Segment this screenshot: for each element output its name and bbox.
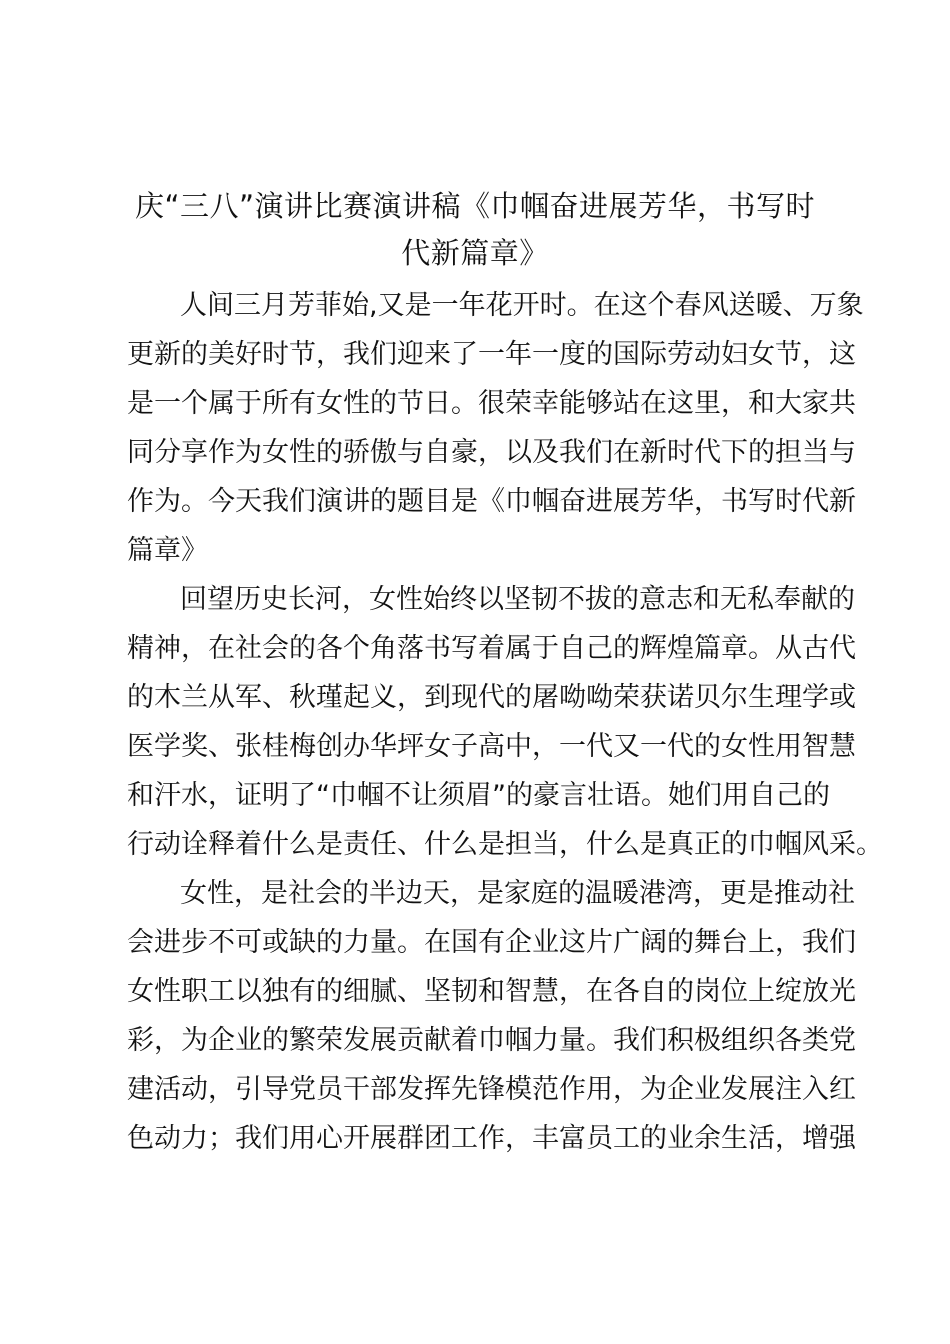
text-line: 色动力；我们用心开展群团工作，丰富员工的业余生活，增强 — [127, 1123, 856, 1154]
text-line: 作为。今天我们演讲的题目是《巾帼奋进展芳华，书写时代新 — [127, 486, 856, 517]
paragraph-2 — [127, 575, 883, 869]
title-line: 代新篇章》 — [401, 236, 549, 270]
text-line: 彩，为企业的繁荣发展贡献着巾帼力量。我们积极组织各类党 — [127, 1025, 856, 1056]
document-title — [120, 183, 830, 277]
paragraph-1 — [127, 281, 864, 575]
text-line: 会进步不可或缺的力量。在国有企业这片广阔的舞台上，我们 — [127, 927, 856, 958]
text-line: 建活动，引导党员干部发挥先锋模范作用，为企业发展注入红 — [127, 1074, 856, 1105]
text-line: 精神，在社会的各个角落书写着属于自己的辉煌篇章。从古代 — [127, 633, 856, 664]
text-line: 和汗水，证明了“巾帼不让须眉”的豪言壮语。她们用自己的 — [127, 780, 830, 811]
text-line: 行动诠释着什么是责任、什么是担当，什么是真正的巾帼风采。 — [127, 829, 883, 860]
title-line: 庆“三八”演讲比赛演讲稿《巾帼奋进展芳华，书写时 — [134, 189, 816, 223]
text-line: 女性，是社会的半边天，是家庭的温暖港湾，更是推动社 — [180, 878, 855, 909]
text-line: 是一个属于所有女性的节日。很荣幸能够站在这里，和大家共 — [127, 388, 856, 419]
text-line: 人间三月芳菲始,又是一年花开时。在这个春风送暖、万象 — [180, 290, 864, 321]
paragraph-3 — [127, 869, 856, 1163]
document-body — [127, 281, 883, 1163]
text-line: 回望历史长河，女性始终以坚韧不拔的意志和无私奉献的 — [180, 584, 855, 615]
text-line: 更新的美好时节，我们迎来了一年一度的国际劳动妇女节，这 — [127, 339, 856, 370]
text-line: 女性职工以独有的细腻、坚韧和智慧，在各自的岗位上绽放光 — [127, 976, 856, 1007]
text-line: 篇章》 — [127, 535, 208, 566]
text-line: 医学奖、张桂梅创办华坪女子高中，一代又一代的女性用智慧 — [127, 731, 856, 762]
text-line: 同分享作为女性的骄傲与自豪，以及我们在新时代下的担当与 — [127, 437, 856, 468]
text-line: 的木兰从军、秋瑾起义，到现代的屠呦呦荣获诺贝尔生理学或 — [127, 682, 856, 713]
